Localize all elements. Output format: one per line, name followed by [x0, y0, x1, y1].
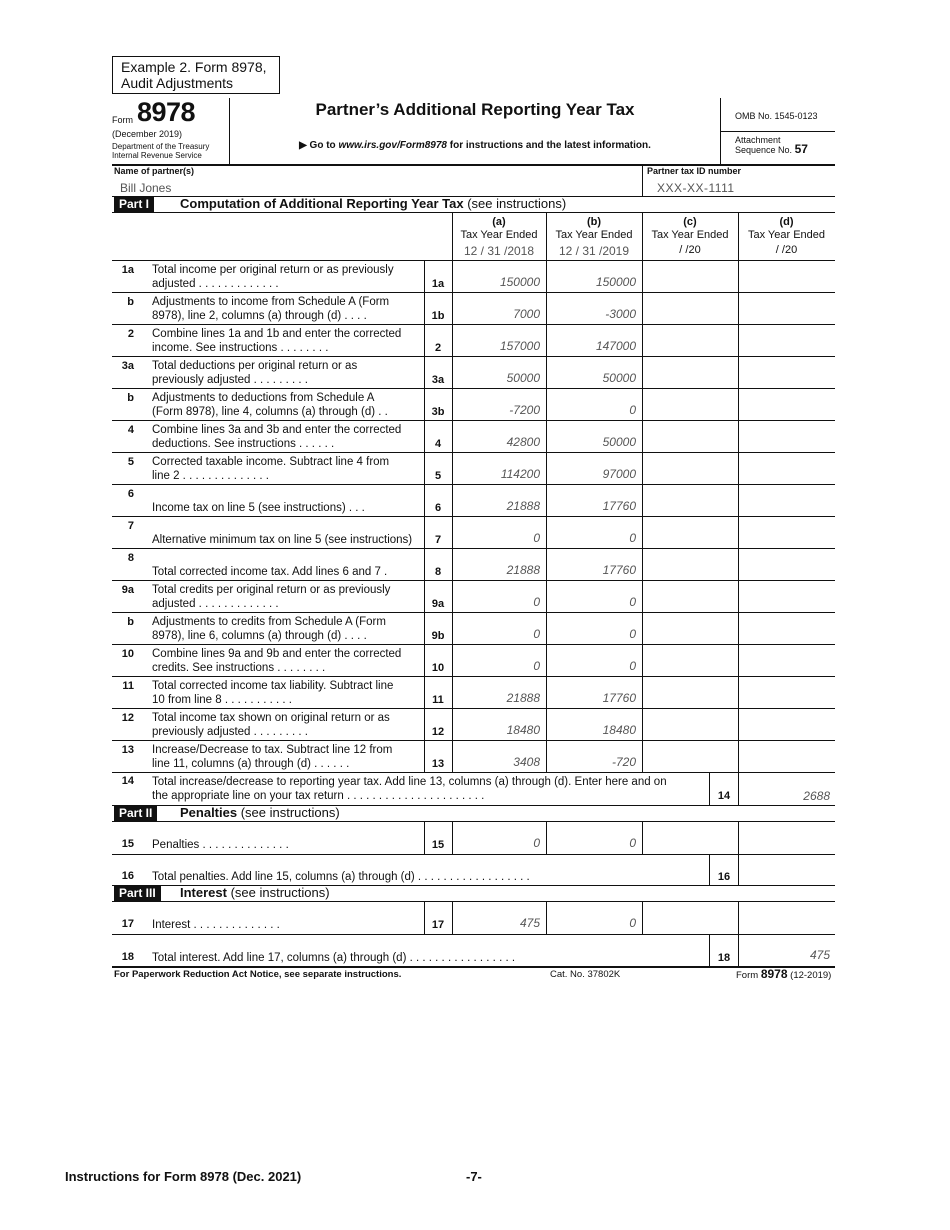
line-10-num: 10 — [121, 648, 134, 660]
example-line-1: Example 2. Form 8978, — [121, 59, 267, 75]
partner-id-label: Partner tax ID number — [647, 166, 742, 176]
line-12-desc-1: Total income tax shown on original return or as — [152, 712, 390, 724]
line-15-num: 15 — [121, 838, 134, 850]
part3-title-bold: Interest — [180, 885, 227, 900]
line-14-desc-2: the appropriate line on your tax return . . . . . . . . . . . . . . . . . . . . . . — [152, 790, 485, 802]
column-c-label: Tax Year Ended — [651, 229, 729, 241]
line-1b-rule — [112, 324, 835, 325]
line-15-desc: Penalties . . . . . . . . . . . . . . — [152, 839, 289, 851]
line-9a-desc-2: adjusted . . . . . . . . . . . . . — [152, 598, 279, 610]
line-4-col-a[interactable]: 42800 — [506, 435, 540, 449]
dept-line-1: Department of the Treasury — [112, 142, 210, 151]
line-15-rule-4 — [642, 821, 643, 854]
line-12-num: 12 — [121, 712, 134, 724]
form-id-block — [112, 98, 230, 164]
line-5-col-b[interactable]: 97000 — [602, 467, 636, 481]
column-a-label: Tax Year Ended — [460, 229, 538, 241]
line-17-rule-1 — [424, 901, 425, 934]
line-13-num: 13 — [121, 744, 134, 756]
part2-badge: Part II — [114, 806, 157, 821]
form-title: Partner’s Additional Reporting Year Tax — [315, 100, 635, 119]
line-3b-col-a[interactable]: -7200 — [509, 403, 540, 417]
column-a-letter: (a) — [492, 216, 506, 228]
line-2-col-b[interactable]: 147000 — [595, 339, 636, 353]
line-17-rule-5 — [738, 901, 739, 934]
omb-number: OMB No. 1545-0123 — [735, 111, 818, 121]
column-b-letter: (b) — [586, 216, 602, 228]
line-15-col-a[interactable]: 0 — [533, 836, 540, 850]
line-12-col-b[interactable]: 18480 — [602, 723, 636, 737]
line-17-col-a[interactable]: 475 — [519, 916, 540, 930]
line-17-desc: Interest . . . . . . . . . . . . . . — [152, 919, 280, 931]
partner-name-field[interactable]: Bill Jones — [120, 181, 172, 195]
column-c-date[interactable]: / /20 — [679, 244, 701, 256]
sequence-label: Sequence No. — [735, 145, 793, 155]
line-10-col-b[interactable]: 0 — [629, 659, 636, 673]
line-14-box-left-rule — [709, 772, 710, 805]
line-8-num: 8 — [127, 552, 134, 564]
line-9a-desc-1: Total credits per original return or as previously — [152, 584, 391, 596]
line-11-col-b[interactable]: 17760 — [602, 691, 636, 705]
line-7-num: 7 — [127, 520, 134, 532]
line-6-num: 6 — [127, 488, 134, 500]
part3-badge: Part III — [114, 886, 161, 901]
instructions-footer: Instructions for Form 8978 (Dec. 2021) — [65, 1169, 302, 1184]
goto-url: www.irs.gov/Form8978 — [338, 140, 447, 151]
attachment-label: Attachment — [735, 135, 781, 145]
line-16-num: 16 — [121, 870, 134, 882]
line-9a-num: 9a — [121, 584, 134, 596]
line-1b-col-b[interactable]: -3000 — [605, 307, 636, 321]
line-5-num: 5 — [127, 456, 134, 468]
column-c-letter: (c) — [683, 216, 697, 228]
line-16-box-left-rule — [709, 854, 710, 885]
line-4-box: 4 — [434, 438, 442, 450]
line-1b-col-a[interactable]: 7000 — [513, 307, 540, 321]
line-13-desc-1: Increase/Decrease to tax. Subtract line 12 from — [152, 744, 393, 756]
line-9a-col-b[interactable]: 0 — [629, 595, 636, 609]
line-7-rule — [112, 548, 835, 549]
line-12-col-a[interactable]: 18480 — [506, 723, 540, 737]
line-3a-col-a[interactable]: 50000 — [506, 371, 540, 385]
line-5-desc-1: Corrected taxable income. Subtract line 4 from — [152, 456, 390, 468]
line-2-rule — [112, 356, 835, 357]
line-2-num: 2 — [127, 328, 134, 340]
goto-suffix: for instructions and the latest information. — [447, 140, 651, 151]
line-8-desc-2: Total corrected income tax. Add lines 6 and 7 . — [152, 566, 388, 578]
sequence-number: 57 — [794, 142, 808, 156]
part2-rule — [112, 821, 835, 822]
line-7-desc-2: Alternative minimum tax on line 5 (see instructions) — [152, 534, 413, 546]
form-footer-prefix: Form — [736, 970, 761, 981]
partner-id-field[interactable]: XXX-XX-1111 — [657, 181, 735, 195]
part1-badge: Part I — [114, 197, 154, 212]
line-10-rule — [112, 676, 835, 677]
line-14-desc-1: Total increase/decrease to reporting year tax. Add line 13, columns (a) through (d). Enter here and on — [152, 776, 667, 788]
paperwork-notice: For Paperwork Reduction Act Notice, see separate instructions. — [114, 969, 402, 980]
line-6-col-b[interactable]: 17760 — [602, 499, 636, 513]
col-d-left-rule — [738, 212, 739, 772]
line-3a-rule — [112, 388, 835, 389]
line-3a-box: 3a — [431, 374, 445, 386]
dept-line-2: Internal Revenue Service — [112, 151, 202, 160]
omb-divider — [721, 131, 835, 132]
line-15-rule-1 — [424, 821, 425, 854]
line-17-rule-2 — [452, 901, 453, 934]
line-15-col-b[interactable]: 0 — [629, 836, 636, 850]
column-b-label: Tax Year Ended — [555, 229, 633, 241]
goto-instructions — [230, 140, 720, 151]
part1-rule — [112, 212, 835, 213]
line-2-box: 2 — [434, 342, 442, 354]
line-3b-num: b — [127, 392, 134, 404]
line-12-rule — [112, 740, 835, 741]
form-word: Form — [112, 115, 133, 125]
line-13-desc-2: line 11, columns (a) through (d) . . . . . . — [152, 758, 350, 770]
line-4-desc-2: deductions. See instructions . . . . . . — [152, 438, 335, 450]
line-8-col-b[interactable]: 17760 — [602, 563, 636, 577]
line-7-col-a[interactable]: 0 — [533, 531, 540, 545]
box-col-left-rule — [424, 260, 425, 772]
line-7-box: 7 — [434, 534, 442, 546]
line-3a-desc-2: previously adjusted . . . . . . . . . — [152, 374, 308, 386]
line-5-col-a[interactable]: 114200 — [500, 467, 540, 481]
line-18-value[interactable]: 475 — [809, 948, 830, 962]
line-1a-rule — [112, 292, 835, 293]
line-15-rule-5 — [738, 821, 739, 854]
line-15-rule-2 — [452, 821, 453, 854]
part1-title-rest: (see instructions) — [463, 196, 567, 211]
part1-title — [180, 196, 566, 211]
line-15-box: 15 — [431, 839, 445, 851]
column-a-header — [452, 216, 546, 242]
example-line-2: Audit Adjustments — [121, 75, 234, 91]
form-footer-id — [736, 967, 831, 981]
col-c-left-rule — [642, 212, 643, 772]
line-10-desc-2: credits. See instructions . . . . . . . . — [152, 662, 326, 674]
line-9b-box: 9b — [431, 630, 445, 642]
line-15-bottom-rule — [112, 854, 835, 855]
partner-name-label: Name of partner(s) — [114, 166, 195, 176]
line-7-col-b[interactable]: 0 — [629, 531, 636, 545]
partner-row-divider — [642, 165, 643, 196]
line-1a-num: 1a — [121, 264, 134, 276]
line-5-rule — [112, 484, 835, 485]
line-13-col-a[interactable]: 3408 — [513, 755, 540, 769]
line-6-col-a[interactable]: 21888 — [506, 499, 540, 513]
column-c-header — [642, 216, 738, 242]
line-2-col-a[interactable]: 157000 — [499, 339, 540, 353]
line-11-box: 11 — [432, 694, 444, 706]
line-8-rule — [112, 580, 835, 581]
line-1b-desc-1: Adjustments to income from Schedule A (Form — [152, 296, 390, 308]
line-3b-col-b[interactable]: 0 — [629, 403, 636, 417]
line-9b-col-b[interactable]: 0 — [629, 627, 636, 641]
part3-title-rest: (see instructions) — [226, 885, 330, 900]
form-footer-number: 8978 — [760, 967, 788, 981]
part2-title-bold: Penalties — [180, 805, 238, 820]
line-3a-col-b[interactable]: 50000 — [602, 371, 636, 385]
line-9b-rule — [112, 644, 835, 645]
line-6-desc-2: Income tax on line 5 (see instructions) . . . — [152, 502, 365, 514]
line-17-num: 17 — [121, 918, 134, 930]
line-15-rule-3 — [546, 821, 547, 854]
part3-title — [180, 885, 330, 900]
line-13-col-b[interactable]: -720 — [611, 755, 636, 769]
line-1a-box: 1a — [431, 278, 445, 290]
form-revision: (December 2019) — [112, 129, 183, 139]
part3-rule — [112, 901, 835, 902]
line-16-box-right-rule — [738, 854, 739, 885]
part2-title-rest: (see instructions) — [237, 805, 340, 820]
line-16-box: 16 — [717, 871, 731, 883]
line-9a-col-a[interactable]: 0 — [533, 595, 540, 609]
line-1a-col-b[interactable]: 150000 — [595, 275, 636, 289]
line-18-box: 18 — [717, 952, 731, 964]
example-label-box — [112, 56, 280, 94]
line-6-rule — [112, 516, 835, 517]
col-b-left-rule — [546, 212, 547, 772]
line-1a-col-a[interactable]: 150000 — [499, 275, 540, 289]
line-6-box: 6 — [434, 502, 442, 514]
line-18-desc: Total interest. Add line 17, columns (a) through (d) . . . . . . . . . . . . . . . . . — [152, 952, 516, 964]
line-1b-box: 1b — [431, 310, 445, 322]
line-17-rule-4 — [642, 901, 643, 934]
line-3b-rule — [112, 420, 835, 421]
line-14-box-right-rule — [738, 772, 739, 805]
column-header-rule — [112, 260, 835, 261]
column-d-letter: (d) — [779, 216, 794, 228]
line-17-rule-3 — [546, 901, 547, 934]
column-b-header — [546, 216, 642, 242]
form-bottom-rule — [112, 966, 835, 968]
line-11-rule — [112, 708, 835, 709]
line-1a-desc-2: adjusted . . . . . . . . . . . . . — [152, 278, 279, 290]
line-13-box: 13 — [431, 758, 445, 770]
column-b-date[interactable]: 12 / 31 /2019 — [558, 244, 630, 258]
column-d-label: Tax Year Ended — [747, 229, 826, 241]
line-3b-desc-1: Adjustments to deductions from Schedule A — [152, 392, 375, 404]
line-12-box: 12 — [431, 726, 445, 738]
line-18-box-left-rule — [709, 934, 710, 966]
line-9a-box: 9a — [431, 598, 445, 610]
line-14-num: 14 — [121, 775, 134, 787]
line-9b-desc-2: 8978), line 6, columns (a) through (d) . . . . — [152, 630, 367, 642]
line-17-col-b[interactable]: 0 — [629, 916, 636, 930]
line-16-desc: Total penalties. Add line 15, columns (a) through (d) . . . . . . . . . . . . . . . . . . — [152, 871, 530, 883]
column-d-date[interactable]: / /20 — [775, 244, 798, 256]
line-1b-desc-2: 8978), line 2, columns (a) through (d) . . . . — [152, 310, 367, 322]
line-11-num: 11 — [122, 680, 134, 692]
column-a-date[interactable]: 12 / 31 /2018 — [463, 244, 535, 258]
line-14-value[interactable]: 2688 — [803, 789, 830, 803]
form-footer-suffix: (12-2019) — [787, 970, 832, 981]
part1-title-bold: Computation of Additional Reporting Year Tax — [180, 196, 464, 211]
line-17-bottom-rule — [112, 934, 835, 935]
line-4-desc-1: Combine lines 3a and 3b and enter the corrected — [152, 424, 402, 436]
part2-title — [180, 805, 340, 820]
col-a-left-rule — [452, 212, 453, 772]
goto-prefix: ▶ Go to — [299, 140, 339, 151]
line-9b-num: b — [127, 616, 134, 628]
line-4-col-b[interactable]: 50000 — [602, 435, 636, 449]
line-13-rule — [112, 772, 835, 773]
line-10-box: 10 — [431, 662, 445, 674]
page-number: -7- — [466, 1169, 482, 1184]
line-11-desc-2: 10 from line 8 . . . . . . . . . . . — [152, 694, 292, 706]
form-number: 8978 — [137, 97, 196, 127]
line-12-desc-2: previously adjusted . . . . . . . . . — [152, 726, 308, 738]
line-3a-desc-1: Total deductions per original return or as — [152, 360, 358, 372]
line-11-desc-1: Total corrected income tax liability. Subtract line — [152, 680, 394, 692]
line-10-desc-1: Combine lines 9a and 9b and enter the corrected — [152, 648, 402, 660]
line-9b-desc-1: Adjustments to credits from Schedule A (Form — [152, 616, 386, 628]
line-3b-box: 3b — [431, 406, 445, 418]
line-1b-num: b — [127, 296, 134, 308]
line-10-col-a[interactable]: 0 — [533, 659, 540, 673]
line-1a-desc-1: Total income per original return or as previously — [152, 264, 394, 276]
line-9a-rule — [112, 612, 835, 613]
catalog-number: Cat. No. 37802K — [550, 969, 621, 980]
line-8-box: 8 — [434, 566, 442, 578]
column-d-header — [738, 216, 835, 242]
line-11-col-a[interactable]: 21888 — [506, 691, 540, 705]
line-8-col-a[interactable]: 21888 — [506, 563, 540, 577]
line-9b-col-a[interactable]: 0 — [533, 627, 540, 641]
attachment-info — [735, 136, 808, 155]
line-3b-desc-2: (Form 8978), line 4, columns (a) through (d) . . — [152, 406, 388, 418]
line-5-desc-2: line 2 . . . . . . . . . . . . . . — [152, 470, 269, 482]
line-14-box: 14 — [717, 790, 731, 802]
line-18-box-right-rule — [738, 934, 739, 966]
line-2-desc-2: income. See instructions . . . . . . . . — [152, 342, 329, 354]
line-18-num: 18 — [121, 951, 134, 963]
line-4-rule — [112, 452, 835, 453]
line-3a-num: 3a — [121, 360, 134, 372]
line-17-box: 17 — [431, 919, 445, 931]
omb-block — [720, 98, 835, 164]
line-2-desc-1: Combine lines 1a and 1b and enter the corrected — [152, 328, 402, 340]
line-5-box: 5 — [434, 470, 442, 482]
line-4-num: 4 — [127, 424, 134, 436]
